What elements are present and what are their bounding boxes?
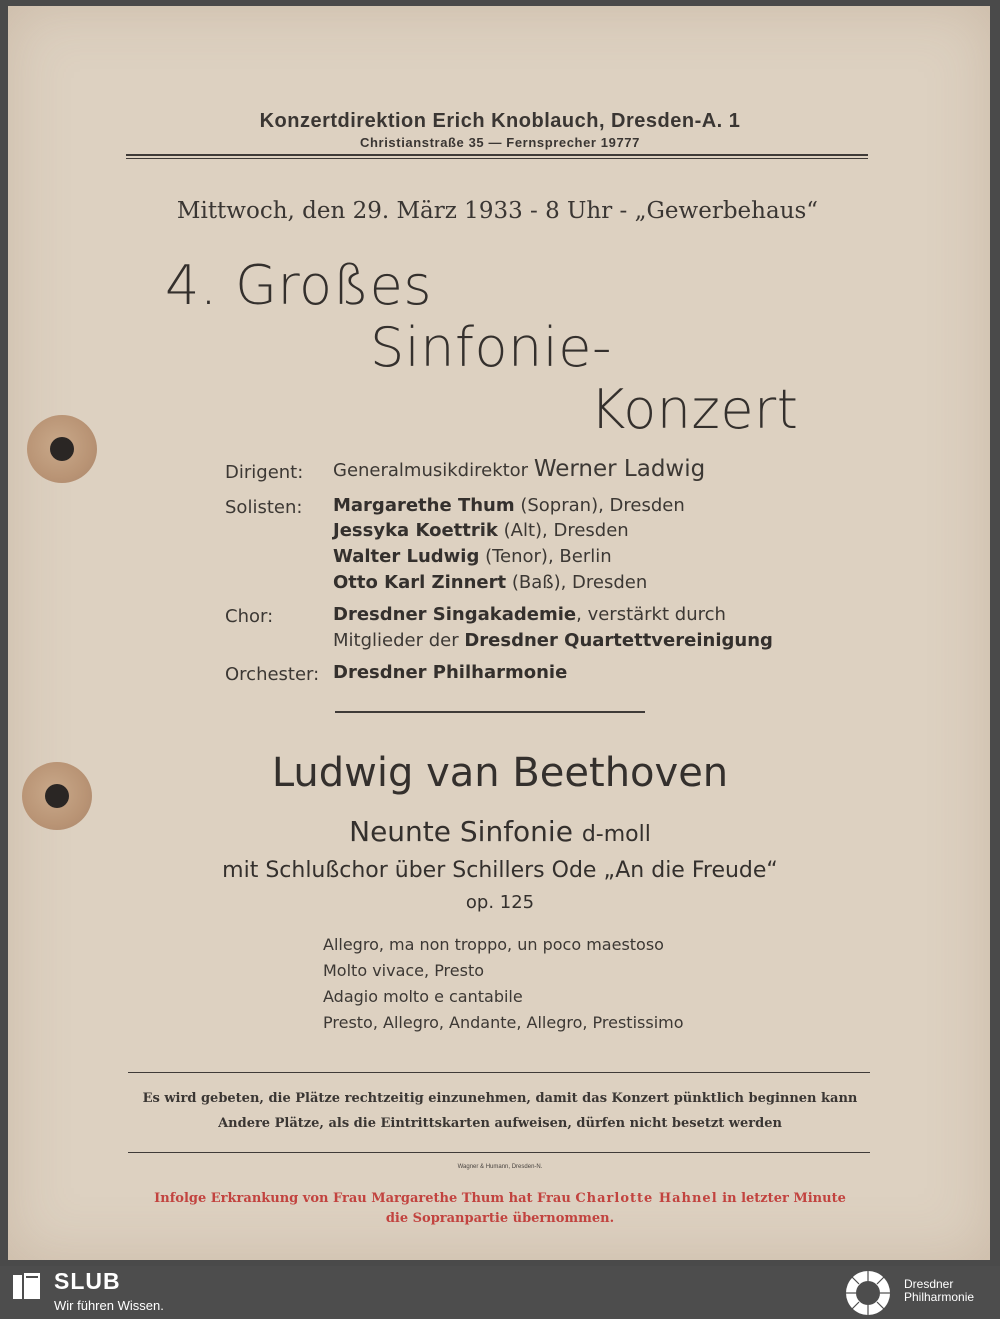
- soloist-row: [333, 572, 647, 593]
- movement-item: Molto vivace, Presto: [323, 961, 485, 980]
- choir-label: Chor:: [225, 606, 274, 627]
- soloist-detail: (Sopran), Dresden: [520, 495, 685, 516]
- title-line-2: Sinfonie-: [370, 316, 612, 379]
- philharmonie-line-1: Dresdner: [904, 1277, 954, 1291]
- philharmonie-line-2: Philharmonie: [904, 1290, 975, 1304]
- philharmonie-logo-icon: [842, 1268, 894, 1318]
- opus-number: op. 125: [465, 892, 535, 913]
- choir-rest: , verstärkt durch: [576, 604, 726, 625]
- soloist-row: [333, 520, 629, 541]
- soloist-name: Margarethe Thum: [333, 495, 515, 516]
- notice-divider-bottom: [128, 1152, 870, 1153]
- printer-imprint: Wagner & Humann, Dresden-N.: [457, 1164, 543, 1170]
- notice-line-1: Es wird gebeten, die Plätze rechtzeitig einzunehmen, damit das Konzert pünktlich beginnen kann: [142, 1091, 858, 1106]
- punch-hole-top: [27, 415, 97, 483]
- philharmonie-name: [904, 1278, 974, 1304]
- conductor-value: [333, 456, 705, 482]
- choir-name: Dresdner Singakademie: [333, 604, 577, 625]
- slub-name: SLUB: [54, 1268, 121, 1294]
- soloists-label: Solisten:: [225, 497, 303, 518]
- work-title: [0, 815, 1000, 848]
- soloist-name: Walter Ludwig: [333, 546, 480, 567]
- conductor-label: Dirigent:: [225, 462, 304, 483]
- conductor-title: Generalmusikdirektor: [333, 460, 529, 481]
- work-name: Neunte Sinfonie: [349, 815, 573, 848]
- choir-line2-prefix: Mitglieder der: [333, 630, 459, 651]
- viewer-footer: [0, 1266, 1000, 1319]
- composer-name: Ludwig van Beethoven: [271, 750, 729, 796]
- agency-address: Christianstraße 35 — Fernsprecher 19777: [360, 135, 640, 150]
- cast-change-prefix: Infolge Erkrankung von Frau Margarethe Thum hat Frau: [154, 1191, 571, 1206]
- notice-line-2: Andere Plätze, als die Eintrittskarten aufweisen, dürfen nicht besetzt werden: [218, 1116, 782, 1131]
- section-divider: [335, 711, 645, 713]
- soloist-row: [333, 495, 685, 516]
- title-line-3: Konzert: [590, 378, 799, 441]
- soloist-name: Otto Karl Zinnert: [333, 572, 507, 593]
- soloist-detail: (Baß), Dresden: [511, 572, 648, 593]
- orchestra-name: Dresdner Philharmonie: [333, 662, 568, 683]
- choir-line-1: [333, 604, 726, 625]
- movement-item: Presto, Allegro, Andante, Allegro, Prestissimo: [323, 1013, 684, 1032]
- soloist-detail: (Alt), Dresden: [503, 520, 629, 541]
- agency-name: Konzertdirektion Erich Knoblauch, Dresden-A. 1: [259, 110, 741, 132]
- work-subtitle: mit Schlußchor über Schillers Ode „An die Freude“: [222, 858, 778, 883]
- conductor-name: Werner Ladwig: [533, 456, 706, 482]
- choir-line-2: [333, 630, 773, 651]
- orchestra-label: Orchester:: [225, 664, 320, 685]
- replacement-singer: Charlotte Hahnel: [575, 1191, 718, 1206]
- soloist-detail: (Tenor), Berlin: [485, 546, 612, 567]
- slub-tagline: Wir führen Wissen.: [54, 1298, 164, 1313]
- slub-logo-icon: [13, 1271, 41, 1301]
- orchestra-value: [333, 662, 567, 683]
- movement-item: Adagio molto e cantabile: [323, 987, 523, 1006]
- header-divider: [126, 154, 868, 159]
- cast-change-notice-line-2: die Sopranpartie übernommen.: [385, 1211, 615, 1226]
- movement-item: Allegro, ma non troppo, un poco maestoso: [323, 935, 664, 954]
- cast-change-notice-line-1: [0, 1191, 1000, 1206]
- choir-line2-name: Dresdner Quartettvereinigung: [464, 630, 773, 651]
- soloist-row: [333, 546, 612, 567]
- cast-change-suffix: in letzter Minute: [722, 1191, 846, 1206]
- work-key: d-moll: [581, 822, 651, 847]
- notice-divider-top: [128, 1072, 870, 1073]
- soloist-name: Jessyka Koettrik: [333, 520, 498, 541]
- event-date-line: Mittwoch, den 29. März 1933 - 8 Uhr - „Gewerbehaus“: [176, 198, 819, 224]
- title-line-1: 4. Großes: [165, 254, 432, 317]
